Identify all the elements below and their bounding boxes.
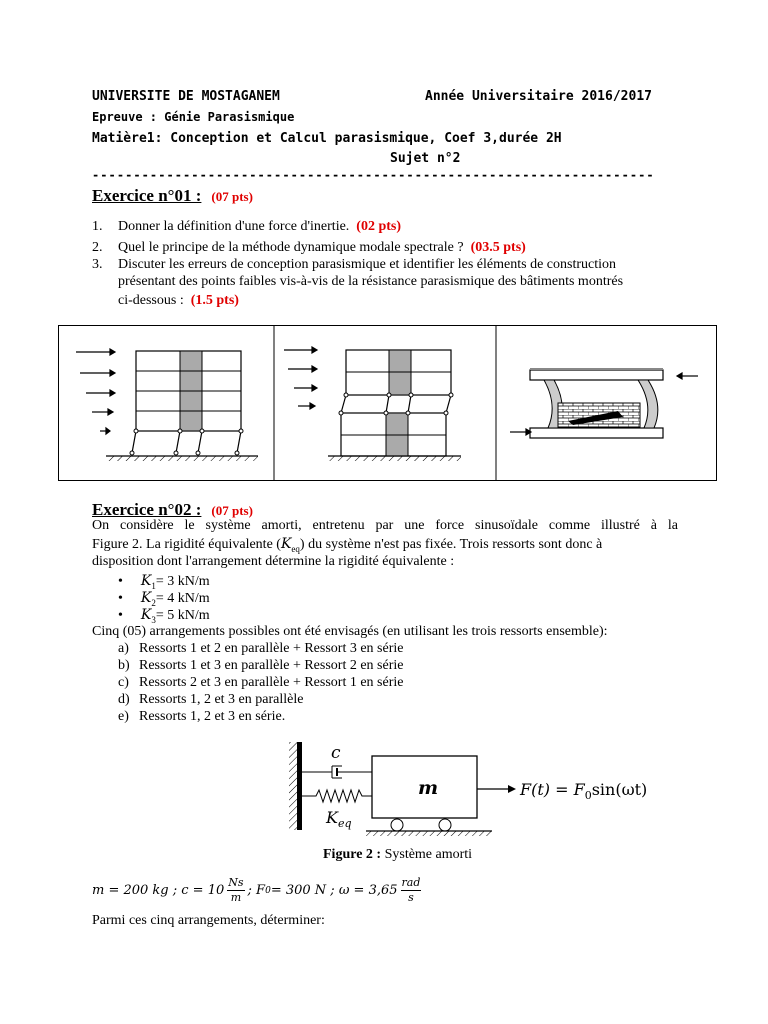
keq-symbol: K xyxy=(280,536,292,552)
intro-line-3: disposition dont l'arrangement détermine la rigidité équivalente : xyxy=(92,554,455,569)
question-1 xyxy=(92,219,402,235)
spring-3: • $K_3= 5$ kN/m xyxy=(118,607,210,625)
academic-year: Année Universitaire 2016/2017 xyxy=(425,89,652,104)
fraction-denominator: m xyxy=(230,891,242,904)
spring-value: = 3 kN/m xyxy=(155,574,210,589)
param-mass-damping: m = 200 kg ; c = 10 xyxy=(92,883,225,898)
fraction-ns-m xyxy=(227,876,244,905)
arrangement-letter: b) xyxy=(118,658,130,673)
arrangement-b xyxy=(118,658,404,674)
question-points: (02 pts) xyxy=(356,219,402,234)
spring-icon xyxy=(302,790,372,802)
intro-line-2 xyxy=(92,536,678,554)
arrangement-text: Ressorts 1 et 3 en parallèle + Ressort 2 en série xyxy=(139,658,404,673)
question-number: 1. xyxy=(92,219,103,234)
question-text xyxy=(118,219,401,235)
intro-line-1: On considère le système amorti, entretenu par une force sinusoïdale comme illustré à la xyxy=(92,518,678,533)
question-text-line-1: Discuter les erreurs de conception parasismique et identifier les éléments de construction xyxy=(118,257,616,272)
keq-subscript: eq xyxy=(291,543,300,554)
question-points: (1.5 pts) xyxy=(190,293,239,308)
exercise-2-title: Exercice n°02 : xyxy=(92,500,202,519)
spring-2: • $K_2= 4$ kN/m xyxy=(118,590,210,608)
arrangement-d xyxy=(118,692,304,708)
question-2 xyxy=(92,240,526,256)
arrangement-text: Ressorts 2 et 3 en parallèle + Ressort 1 en série xyxy=(139,675,404,690)
exercise-2-points: (07 pts) xyxy=(211,503,253,518)
force-label-sub: 0 xyxy=(584,789,592,802)
spring-symbol: K xyxy=(140,607,152,623)
spring-symbol: K xyxy=(140,573,152,589)
intro-text-end: ) du système n'est pas fixée. Trois ressorts sont donc à xyxy=(299,537,603,552)
arrangement-e xyxy=(118,709,286,725)
spring-index: 1 xyxy=(151,580,156,591)
question-3-line-2: présentant des points faibles vis-à-vis de la résistance parasismique des bâtiments montrés xyxy=(118,274,624,289)
arrangement-letter: c) xyxy=(118,675,129,690)
question-points: (03.5 pts) xyxy=(470,240,526,255)
fraction-rad-s xyxy=(401,876,422,905)
fraction-numerator: rad xyxy=(401,876,421,889)
question-3-line-3 xyxy=(118,293,239,309)
mass-label: m xyxy=(418,777,439,799)
question-text xyxy=(118,240,526,256)
arrangement-text: Ressorts 1 et 2 en parallèle + Ressort 3 en série xyxy=(139,641,404,656)
separator: -------------------------------------------------------------------- xyxy=(92,168,655,182)
arrangement-text: Ressorts 1, 2 et 3 en parallèle xyxy=(139,692,304,707)
exercise-2-heading xyxy=(92,500,253,520)
spring-index: 2 xyxy=(151,597,156,608)
param-f0: ; F xyxy=(247,883,266,898)
arrangement-letter: a) xyxy=(118,641,129,656)
keq-label-main: K xyxy=(326,808,338,827)
spring-index: 3 xyxy=(151,614,156,625)
force-label xyxy=(519,780,647,802)
question-text-content: Donner la définition d'une force d'inertie. xyxy=(118,219,350,234)
spring-value: = 4 kN/m xyxy=(155,591,210,606)
damped-system-figure xyxy=(280,738,690,838)
intro-text: Figure 2. La rigidité équivalente ( xyxy=(92,537,281,552)
exercise-1-title: Exercice n°01 : xyxy=(92,186,202,205)
arrangement-text: Ressorts 1, 2 et 3 en série. xyxy=(139,709,286,724)
arrangements-intro: Cinq (05) arrangements possibles ont été envisagés (en utilisant les trois ressorts ensemble): xyxy=(92,624,608,639)
figure-2-caption xyxy=(323,847,472,863)
spring-value: = 5 kN/m xyxy=(155,608,210,623)
question-3-text-end: ci-dessous : xyxy=(118,293,184,308)
damper-icon xyxy=(302,766,372,778)
fraction-denominator: s xyxy=(408,891,414,904)
spring-symbol: K xyxy=(140,590,152,606)
spring-1: • $K_1= 3$ kN/m xyxy=(118,573,210,591)
epreuve: Epreuve : Génie Parasismique xyxy=(92,110,295,124)
force-label-end: sin(ωt) xyxy=(591,780,648,799)
question-text-content: Quel le principe de la méthode dynamique modale spectrale ? xyxy=(118,240,464,255)
arrangement-c xyxy=(118,675,404,691)
matiere: Matière1: Conception et Calcul parasismique, Coef 3,durée 2H xyxy=(92,131,562,146)
question-number: 2. xyxy=(92,240,103,255)
keq-label-sub: eq xyxy=(337,817,352,830)
caption-bold: Figure 2 : xyxy=(323,847,382,862)
arrangement-letter: e) xyxy=(118,709,129,724)
param-f0-sub: 0 xyxy=(265,885,271,896)
damping-label: c xyxy=(331,743,341,763)
force-label-main: F(t) = F xyxy=(520,780,585,799)
exercise-1-points: (07 pts) xyxy=(211,189,253,204)
buildings-figure xyxy=(58,325,717,481)
arrangement-a xyxy=(118,641,404,657)
determine-line: Parmi ces cinq arrangements, déterminer: xyxy=(92,913,325,928)
keq-label xyxy=(325,808,352,830)
question-number: 3. xyxy=(92,257,103,272)
arrangement-letter: d) xyxy=(118,692,130,707)
fraction-numerator: Ns xyxy=(228,876,244,889)
university-name: UNIVERSITE DE MOSTAGANEM xyxy=(92,89,280,104)
caption-text: Système amorti xyxy=(381,847,473,862)
parameters-line xyxy=(92,876,424,905)
exercise-1-heading xyxy=(92,186,253,206)
question-3 xyxy=(92,257,616,273)
sujet: Sujet n°2 xyxy=(390,151,461,166)
param-f0-value: = 300 N ; ω = 3,65 xyxy=(270,883,398,898)
